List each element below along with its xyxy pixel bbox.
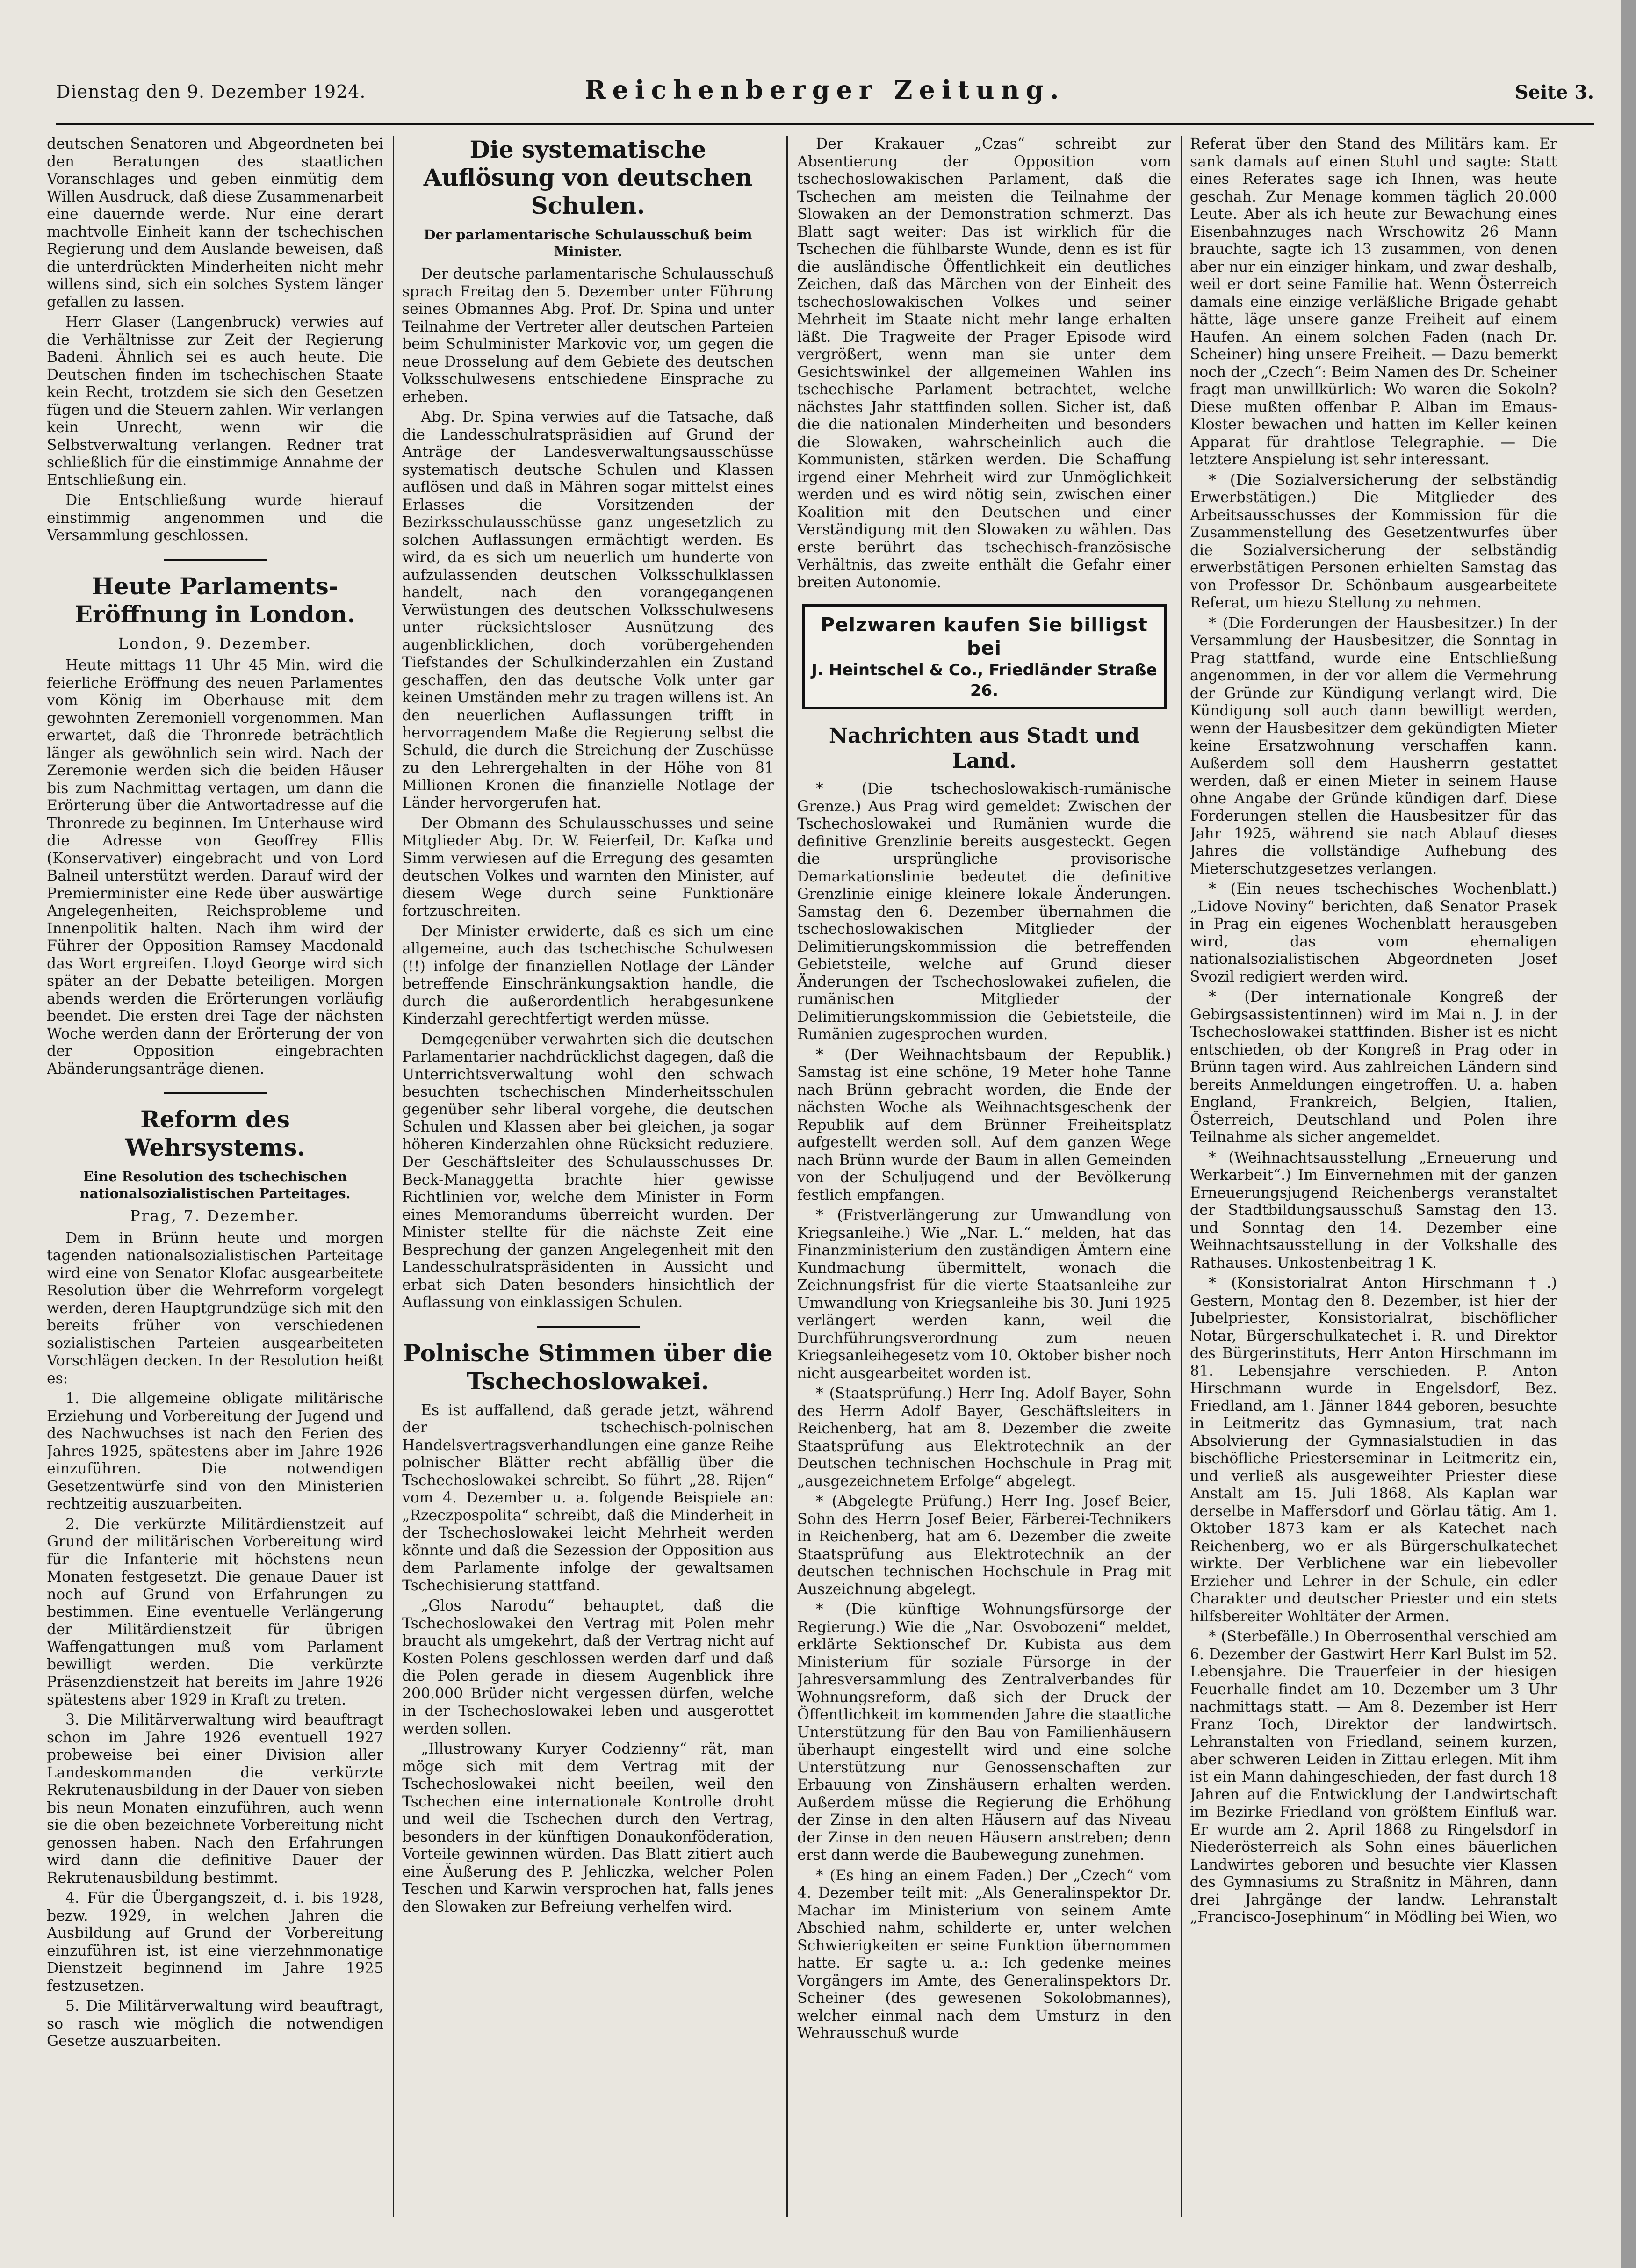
news-item: * (Abgelegte Prüfung.) Herr Ing. Josef Beier, Sohn des Herrn Josef Beier, Färberei-Technikers in Reichenberg, hat am 6. Dezember die zweite Staatsprüfung aus Elektrotechnik an der deutschen technischen Hochschule in Prag mit Auszeichnung abgelegt.: [797, 1493, 1171, 1598]
advertisement-box: [802, 604, 1167, 709]
column-1: [47, 136, 383, 2231]
ad-headline: Pelzwaren kaufen Sie billigst bei: [821, 614, 1148, 659]
paragraph: 2. Die verkürzte Militärdienstzeit auf Grund der militärischen Vorbereitung wird für die Infanterie mit höchstens neun Monaten festgesetzt. Die genaue Dauer ist noch auf Grund von Erfahrungen zu bestimmen. Eine eventuelle Verlängerung der Militärdienstzeit für übrigen Waffengattungen muß vom Parlament bewilligt werden. Die verkürzte Präsenzdienstzeit hat bereits im Jahre 1926 spätestens aber 1929 in Kraft zu treten.: [47, 1516, 383, 1708]
paragraph: 3. Die Militärverwaltung wird beauftragt schon im Jahre 1926 eventuell 1927 probeweise bei einer Division aller Landeskommanden die verkürzte Rekrutenausbildung in der Dauer von sieben bis neun Monaten einzuführen, auch wenn sie die oben bezeichnete Vorbereitung nicht genossen haben. Nach den Erfahrungen wird dann die definitive Dauer der Rekrutenausbildung bestimmt.: [47, 1712, 383, 1886]
newspaper-title: Reichenberger Zeitung.: [584, 75, 1066, 105]
section-divider: [164, 1092, 267, 1094]
paragraph: 5. Die Militärverwaltung wird beauftragt, so rasch wie möglich die notwendigen Gesetze auszuarbeiten.: [47, 1998, 383, 2050]
paragraph: „Illustrowany Kuryer Codzienny“ rät, man möge sich mit dem Vertrag mit der Tschechoslowakei nicht beeilen, weil den Tschechen eine internationale Kontrolle droht und weil die Tschechen durch den Vertrag, besonders in der künftigen Donaukonföderation, Vorteile gewinnen würden. Das Blatt zitiert auch eine Äußerung des P. Jehliczka, welcher Polen Teschen und Karwin versprochen hat, falls jenes den Slowaken zur Befreiung verhelfen wird.: [402, 1741, 774, 1915]
news-item: * (Konsistorialrat Anton Hirschmann †.) Gestern, Montag den 8. Dezember, ist hier der Jubelpriester, Konsistorialrat, bischöflicher Notar, Bürgerschulkatechet i. R. und Direktor des Bürgerinstituts, Herr Anton Hirschmann im 81. Lebensjahre verschieden. P. Anton Hirschmann wurde in Engelsdorf, Bez. Friedland, am 1. Jänner 1844 geboren, besuchte in Leitmeritz das Gymnasium, trat nach Absolvierung der Gymnasialstudien in das bischöfliche Priesterseminar in Leitmeritz ein, und verließ als ausgeweihter Priester diese Anstalt am 15. Juli 1868. Als Kaplan war derselbe in Maffersdorf und Görlau tätig. Am 1. Oktober 1873 kam er als Katechet nach Reichenberg, wo er als Bürgerschulkatechet wirkte. Der Verblichene war ein liebevoller Erzieher und Lehrer in der Schule, ein edler Charakter und deutscher Priester und ein stets hilfsbereiter Wohltäter der Armen.: [1190, 1275, 1557, 1625]
ad-address: J. Heintschel & Co., Friedländer Straße 26.: [811, 661, 1157, 700]
article-subheadline: Der parlamentarische Schulausschuß beim Minister.: [424, 227, 752, 260]
paragraph: 4. Für die Übergangszeit, d. i. bis 1928, bezw. 1929, in welchen Jahren die Ausbildung auf Grund der Vorbereitung einzuführen ist, ist eine vierzehnmonatige Dienstzeit beginnend im Jahre 1925 festzusetzen.: [47, 1890, 383, 1994]
section-divider: [164, 559, 267, 561]
column-divider: [786, 136, 788, 2217]
article-headline: Reform des Wehrsystems.: [125, 1105, 305, 1161]
paragraph: Die Entschließung wurde hierauf einstimmig angenommen und die Versammlung geschlossen.: [47, 492, 383, 544]
paragraph: Dem in Brünn heute und morgen tagenden nationalsozialistischen Parteitage wird eine von Senator Klofac ausgearbeitete Resolution über die Wehrreform vorgelegt werden, deren Hauptgrundzüge sich mit den bereits früher von verschiedenen sozialistischen Parteien ausgearbeiteten Vorschlägen decken. In der Resolution heißt es:: [47, 1229, 383, 1387]
article-headline: Heute Parlaments-Eröffnung in London.: [75, 572, 355, 628]
news-item: * (Der internationale Kongreß der Gebirgsassistentinnen) wird im Mai n. J. in der Tschechoslowakei stattfinden. Bisher ist es nicht entschieden, ob der Kongreß in Prag oder in Brünn tagen wird. Aus zahlreichen Ländern sind bereits Anmeldungen eingetroffen. U. a. haben England, Frankreich, Belgien, Italien, Österreich, Deutschland und Polen ihre Teilnahme als sicher angemeldet.: [1190, 989, 1557, 1146]
news-item: * (Die tschechoslowakisch-rumänische Grenze.) Aus Prag wird gemeldet: Zwischen der Tschechoslowakei und Rumänien wurde die definitive Grenzlinie bereits ausgesteckt. Gegen die ursprüngliche provisorische Demarkationslinie bedeutet die definitive Grenzlinie einige kleinere lokale Änderungen. Samstag den 6. Dezember übernahmen die tschechoslowakischen Mitglieder der Delimitierungskommission die betreffenden Gebietsteile, welche auf Grund dieser Änderungen der Tschechoslowakei zufielen, die rumänischen Mitglieder der Delimitierungskommission die Gebietsteile, die Rumänien zugesprochen wurden.: [797, 780, 1171, 1043]
column-divider: [1181, 136, 1182, 2217]
paragraph: Abg. Dr. Spina verwies auf die Tatsache, daß die Landesschulratspräsidien auf Grund der Anträge der Landesverwaltungsausschüsse systematisch deutsche Schulen und Klassen auflösen und daß in Mähren sogar mittelst eines Erlasses die Vorsitzenden der Bezirksschulausschüsse ganz ungesetzlich zu solchen Auflassungen ermächtigt werden. Es wird, da es sich um neuerlich um hunderte von aufzulassenden deutschen Volksschulklassen handelt, nach den vorangegangenen Verwüstungen des deutschen Volksschulwesens unter rücksichtsloser Ausnützung des augenblicklichen, doch vorübergehenden Tiefstandes der Schulkinderzahlen ein Zustand geschaffen, den das deutsche Volk unter gar keinen Umständen mehr zu tragen willens ist. An den neuerlichen Auflassungen trifft in hervorragendem Maße die Regierung selbst die Schuld, die durch die Streichung der Zuschüsse zu den Lehrergehalten in der Höhe von 81 Millionen Kronen die finanzielle Notlage der Länder hervorgerufen hat.: [402, 409, 774, 811]
paragraph: Herr Glaser (Langenbruck) verwies auf die Verhältnisse zur Zeit der Regierung Badeni. Ähnlich sei es auch heute. Die Deutschen finden im tschechischen Staate kein Recht, trotzdem sie sich den Gesetzen fügen und die Steuern zahlen. Wir verlangen kein Unrecht, wenn wir die Selbstverwaltung verlangen. Redner trat schließlich für die einstimmige Annahme der Entschließung ein.: [47, 314, 383, 489]
paragraph: Es ist auffallend, daß gerade jetzt, während der tschechisch-polnischen Handelsvertragsverhandlungen eine ganze Reihe polnischer Blätter recht abfällig über die Tschechoslowakei schreibt. So führt „28. Rijen“ vom 4. Dezember u. a. folgende Beispiele an: „Rzeczpospolita“ schreibt, daß die Minderheit in der Tschechoslowakei leicht Mehrheit werden könnte und daß die Sezession der Opposition aus dem Parlamente infolge der gewaltsamen Tschechisierung stattfand.: [402, 1401, 774, 1594]
page-header: [56, 75, 1594, 112]
paragraph: „Glos Narodu“ behauptet, daß die Tschechoslowakei den Vertrag mit Polen mehr braucht als umgekehrt, daß der Vertrag nicht auf Kosten Polens geschlossen werden darf und daß die Polen gerade in diesem Augenblick ihre 200.000 Brüder nicht vergessen dürfen, welche in der Tschechoslowakei leben und ausgerottet werden sollen.: [402, 1597, 774, 1737]
column-4: [1190, 136, 1557, 2231]
paragraph: Der Obmann des Schulausschusses und seine Mitglieder Abg. Dr. W. Feierfeil, Dr. Kafka und Simm verwiesen auf die Erregung des gesamten deutschen Volkes und warnten den Minister, auf diesem Wege durch seine Funktionäre fortzuschreiten.: [402, 815, 774, 919]
news-item: * (Die künftige Wohnungsfürsorge der Regierung.) Wie die „Nar. Osvobozeni“ meldet, erklärte Sektionschef Dr. Kubista aus dem Ministerium für soziale Fürsorge in der Jahresversammlung des Zentralverbandes für Wohnungsreform, daß sich der Druck der Öffentlichkeit im kommenden Jahre die staatliche Unterstützung für den Bau von Familienhäusern überhaupt eingestellt wird und eine solche Unterstützung nur Genossenschaften zur Erbauung von Zinshäusern erhalten werden. Außerdem müsse die Regierung die Erhöhung der Zinse in den alten Häusern auf das Niveau der Zinse in den neuen Häusern anstreben; denn erst dann werde die Baubewegung zunehmen.: [797, 1601, 1171, 1864]
news-item: * (Ein neues tschechisches Wochenblatt.) „Lidove Noviny“ berichten, daß Senator Prasek in Prag ein eigenes Wochenblatt herausgeben wird, das vom ehemaligen nationalsozialistischen Abgeordneten Josef Svozil redigiert werden wird.: [1190, 881, 1557, 985]
page-number: Seite 3.: [1514, 81, 1594, 103]
dateline: Prag, 7. Dezember.: [130, 1207, 300, 1225]
column-3: [797, 136, 1171, 2231]
paragraph: Der deutsche parlamentarische Schulausschuß sprach Freitag den 5. Dezember unter Führung seines Obmannes Abg. Prof. Dr. Spina und unter Teilnahme der Vertreter aller deutschen Parteien beim Schulminister Markovic vor, um gegen die neue Drosselung auf dem Gebiete des deutschen Volksschulwesens entschiedene Einsprache zu erheben.: [402, 266, 774, 405]
news-item: * (Staatsprüfung.) Herr Ing. Adolf Bayer, Sohn des Herrn Adolf Bayer, Geschäftsleiters in Reichenberg, hat am 8. Dezember die zweite Staatsprüfung aus Elektrotechnik an der Deutschen technischen Hochschule in Prag mit „ausgezeichnetem Erfolge“ abgelegt.: [797, 1385, 1171, 1490]
article-headline: Polnische Stimmen über die Tschechoslowakei.: [403, 1339, 773, 1395]
header-rule: [56, 123, 1594, 125]
paragraph: Demgegenüber verwahrten sich die deutschen Parlamentarier nachdrücklichst dagegen, daß die Unterrichtsverwaltung wohl den schwach besuchten tschechischen Minderheitsschulen gegenüber sehr liberal vorgehe, die deutschen Schulen und Klassen aber bei gleichen, ja sogar höheren Kinderzahlen ohne Rücksicht reduziere. Der Geschäftsleiter des Schulausschusses Dr. Beck-Managgetta brachte hier gewisse Richtlinien vor, welche dem Minister in Form eines Memorandums überreicht wurden. Der Minister stellte für die nächste Zeit eine Besprechung der ganzen Angelegenheit mit den Landesschulratspräsidenten in Aussicht und erbat sich Daten besonders hinsichtlich der Auflassung von einklassigen Schulen.: [402, 1031, 774, 1311]
news-item: * (Die Sozialversicherung der selbständig Erwerbstätigen.) Die Mitglieder des Arbeitsausschusses der Kommission für die Zusammenstellung des Gesetzentwurfes über die Sozialversicherung der selbständig erwerbstätigen Personen erhielten Samstag das von Professor Dr. Schönbaum ausgearbeitete Referat, um hiezu Stellung zu nehmen.: [1190, 471, 1557, 611]
scan-edge: [1621, 0, 1636, 2268]
news-item: * (Es hing an einem Faden.) Der „Czech“ vom 4. Dezember teilt mit: „Als Generalinspektor Dr. Machar im Ministerium von seinem Amte Abschied nahm, schilderte er, unter welchen Schwierigkeiten er seine Funktion übernommen hatte. Er sagte u. a.: Ich gedenke meines Vorgängers im Amte, des Generalinspektors Dr. Scheiner (des gewesenen Sokolobmannes), welcher einmal nach dem Umsturz in den Wehrausschuß wurde: [797, 1867, 1171, 2042]
news-item: * (Weihnachtsausstellung „Erneuerung und Werkarbeit“.) Im Einvernehmen mit der ganzen Erneuerungsjugend Reichenbergs veranstaltet der Stadtbildungsausschuß Samstag den 13. und Sonntag den 14. Dezember eine Weihnachtsausstellung in der Volkshalle des Rathauses. Unkostenbeitrag 1 K.: [1190, 1149, 1557, 1271]
section-headline: Nachrichten aus Stadt und Land.: [829, 724, 1140, 773]
article-subheadline: Eine Resolution des tschechischen nationalsozialistischen Parteitages.: [79, 1169, 351, 1201]
article-headline: Die systematische Auflösung von deutschen Schulen.: [423, 136, 753, 219]
paragraph: Heute mittags 11 Uhr 45 Min. wird die feierliche Eröffnung des neuen Parlamentes vom König im Oberhause mit dem gewohnten Zeremoniell vorgenommen. Man erwartet, daß die Thronrede beträchtlich länger als gewöhnlich sein wird. Nach der Zeremonie werden sich die beiden Häuser bis zum Nachmittag vertagen, um dann die Erörterung über die Antwortadresse auf die Thronrede zu beginnen. Im Unterhause wird die Adresse von Geoffrey Ellis (Konservativer) eingebracht und von Lord Balneil unterstützt werden. Darauf wird der Premierminister eine Rede über auswärtige Angelegenheiten, Reichsprobleme und Innenpolitik halten. Nach ihm wird der Führer der Opposition Ramsey Macdonald das Wort ergreifen. Lloyd George wird sich später an der Debatte beteiligen. Morgen abends werden die Erörterungen vorläufig beendet. Die ersten drei Tage der nächsten Woche werden dann der Erörterung der von der Opposition eingebrachten Abänderungsanträge dienen.: [47, 657, 383, 1077]
paragraph: Der Krakauer „Czas“ schreibt zur Absentierung der Opposition vom tschechoslowakischen Parlament, daß die Tschechen am meisten die Teilnahme der Slowaken an der Demonstration schmerzt. Das Blatt sagt weiter: Das ist wirklich für die Tschechen die fühlbarste Wunde, denn es ist für die ausländische Öffentlichkeit ein deutliches Zeichen, daß das Märchen von der Einheit des tschechoslowakischen Volkes und seiner Mehrheit im Staate nicht mehr lange erhalten läßt. Die Tragweite der Prager Episode wird vergrößert, wenn man sie unter dem Gesichtswinkel der allgemeinen Wahlen ins tschechische Parlament betrachtet, welche nächstes Jahr stattfinden sollen. Sicher ist, daß die die nationalen Minderheiten und besonders die Slowaken, wahrscheinlich auch die Kommunisten, stärken werden. Die Schaffung irgend einer Mehrheit wird zur Unmöglichkeit werden und es wird nötig sein, zwischen einer Koalition mit den Deutschen und einer Verständigung mit den Slowaken zu wählen. Das erste berührt das tschechisch-französische Verhältnis, das zweite enthält die Gefahr einer breiten Autonomie.: [797, 136, 1171, 591]
dateline: London, 9. Dezember.: [118, 634, 312, 652]
news-item: Referat über den Stand des Militärs kam. Er sank damals auf einen Stuhl und sagte: Statt eines Referates sage ich Ihnen, was heute geschah. Zur Menage kommen täglich 20.000 Leute. Aber als ich heute zur Bewachung eines Eisenbahnzuges nach Wrschowitz 26 Mann brauchte, sagte ich 13 zusammen, von denen aber nur ein einziger hinkam, und zwar deshalb, weil er dort seine Familie hat. Wenn Österreich damals eine einzige verläßliche Brigade gehabt hätte, läge unsere ganze Freiheit auf einem Haufen. An einem solchen Faden (nach Dr. Scheiner) hing unsere Freiheit. — Dazu bemerkt noch der „Czech“: Beim Namen des Dr. Scheiner fragt man unwillkürlich: Wo waren die Sokoln? Diese mußten offenbar P. Alban im Emaus-Kloster bewachen und hatten im Keller keinen Apparat für drahtlose Telegraphie. — Die letztere Anspielung ist sehr interessant.: [1190, 136, 1557, 468]
paragraph: 1. Die allgemeine obligate militärische Erziehung und Vorbereitung der Jugend und des Nachwuchses ist nach den Ferien des Jahres 1925, spätestens aber im Jahre 1926 einzuführen. Die notwendigen Gesetzentwürfe sind von den Ministerien rechtzeitig auszuarbeiten.: [47, 1390, 383, 1512]
paragraph: Der Minister erwiderte, daß es sich um eine allgemeine, auch das tschechische Schulwesen (!!) infolge der finanziellen Notlage der Länder betreffende Einschränkungsaktion handle, die durch die außerordentlich herabgesunkene Kinderzahl gerechtfertigt werden müsse.: [402, 923, 774, 1027]
news-item: * (Sterbefälle.) In Oberrosenthal verschied am 6. Dezember der Gastwirt Herr Karl Bulst im 52. Lebensjahre. Die Trauerfeier in der hiesigen Feuerhalle findet am 10. Dezember um 3 Uhr nachmittags statt. — Am 8. Dezember ist Herr Franz Toch, Direktor der landwirtsch. Lehranstalten von Friedland, seinem kurzen, aber schweren Leiden in Zittau erlegen. Mit ihm ist ein Mann dahingeschieden, der fast durch 18 Jahren auf die Entwicklung der Landwirtschaft im Bezirke Friedland von größtem Einfluß war. Er wurde am 2. April 1868 zu Ringelsdorf in Niederösterreich als Sohn eines bäuerlichen Landwirtes geboren und besuchte vier Klassen des Gymnasiums zu Straßnitz in Mähren, dann drei Jahrgänge der landw. Lehranstalt „Francisco-Josephinum“ in Mödling bei Wien, wo: [1190, 1628, 1557, 1926]
paragraph: deutschen Senatoren und Abgeordneten bei den Beratungen des staatlichen Voranschlages und geben einmütig dem Willen Ausdruck, daß diese Zusammenarbeit eine dauernde werde. Nur eine derart machtvolle Einheit kann der tschechischen Regierung und dem Auslande beweisen, daß die unterdrückten Minderheiten nicht mehr willens sind, sich ein solches System länger gefallen zu lassen.: [47, 136, 383, 311]
column-divider: [393, 136, 394, 2217]
news-item: * (Fristverlängerung zur Umwandlung von Kriegsanleihe.) Wie „Nar. L.“ melden, hat das Finanzministerium den zuständigen Ämtern eine Kundmachung übermittelt, wonach die Zeichnungsfrist für die vierte Staatsanleihe zur Umwandlung von Kriegsanleihe bis 30. Juni 1925 verlängert werden kann, weil die Durchführungsverordnung zum neuen Kriegsanleihegesetz vom 10. Oktober bisher noch nicht ausgearbeitet worden ist.: [797, 1207, 1171, 1382]
news-item: * (Der Weihnachtsbaum der Republik.) Samstag ist eine schöne, 19 Meter hohe Tanne nach Brünn gebracht worden, die Ende der nächsten Woche als Weihnachtsgeschenk der Republik auf dem Brünner Freiheitsplatz aufgestellt werden soll. Auf dem ganzen Wege nach Brünn wurde der Baum in allen Gemeinden von der Schuljugend und der Bevölkerung festlich empfangen.: [797, 1046, 1171, 1204]
news-item: * (Die Forderungen der Hausbesitzer.) In der Versammlung der Hausbesitzer, die Sonntag in Prag stattfand, wurde eine Entschließung angenommen, in der vor allem die Vermehrung der Gründe zur Kündigung verlangt wird. Die Kündigung soll auch dann bewilligt werden, wenn der Hausbesitzer dem gekündigten Mieter keine Ersatzwohnung verschaffen kann. Außerdem soll dem Hausherrn gestattet werden, daß er einen Mieter in seinem Hause ohne Angabe der Gründe kündigen darf. Diese Forderungen stellen die Hausbesitzer für das Jahr 1925, während sie nach Ablauf dieses Jahres die vollständige Aufhebung des Mieterschutzgesetzes verlangen.: [1190, 614, 1557, 877]
issue-date: Dienstag den 9. Dezember 1924.: [56, 81, 366, 102]
section-divider: [537, 1326, 640, 1328]
column-2: [402, 136, 774, 2231]
